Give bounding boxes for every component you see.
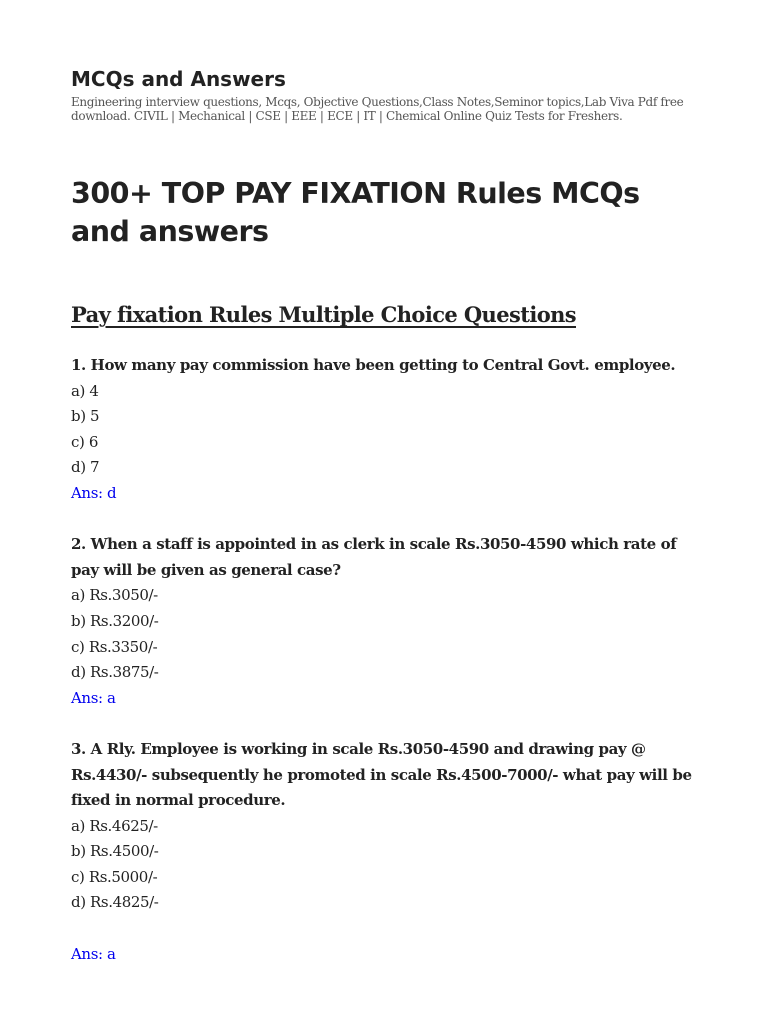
option-b: b) Rs.3200/- — [71, 611, 159, 630]
option-d: d) 7 — [71, 458, 100, 477]
question-text: 2. When a staff is appointed in as clerk in scale Rs.3050-4590 which rate of pay will be given as general case? — [71, 535, 677, 579]
option-b: b) Rs.4500/- — [71, 842, 159, 861]
blank-line — [71, 916, 701, 942]
option-a: a) 4 — [71, 381, 99, 400]
option-b: b) 5 — [71, 407, 100, 426]
answer-text: Ans: a — [71, 688, 116, 707]
question-3 — [71, 737, 701, 967]
answer-text: Ans: a — [71, 944, 116, 963]
question-text: 1. How many pay commission have been getting to Central Govt. employee. — [71, 356, 676, 374]
option-d: d) Rs.4825/- — [71, 893, 159, 912]
question-2 — [71, 532, 701, 711]
site-title-link[interactable]: MCQs and Answers — [71, 67, 286, 91]
section-heading: Pay fixation Rules Multiple Choice Questions — [71, 302, 576, 327]
option-a: a) Rs.3050/- — [71, 586, 158, 605]
question-text: 3. A Rly. Employee is working in scale Rs.3050-4590 and drawing pay @ Rs.4430/- subsequently he promoted in scale Rs.4500-7000/- what pay will be fixed in normal procedure. — [71, 739, 692, 810]
option-d: d) Rs.3875/- — [71, 663, 159, 682]
option-c: c) Rs.5000/- — [71, 867, 158, 886]
option-c: c) 6 — [71, 432, 98, 451]
questions-list — [71, 353, 701, 993]
question-1 — [71, 353, 701, 507]
option-c: c) Rs.3350/- — [71, 637, 158, 656]
answer-text: Ans: d — [71, 483, 117, 502]
option-a: a) Rs.4625/- — [71, 816, 158, 835]
post-title: 300+ TOP PAY FIXATION Rules MCQs and answers — [71, 177, 640, 248]
site-description: Engineering interview questions, Mcqs, Objective Questions,Class Notes,Seminor topics,Lab Viva Pdf free download. CIVIL | Mechanical | CSE | EEE | ECE | IT | Chemical Online Quiz Tests for Freshers. — [71, 95, 684, 123]
